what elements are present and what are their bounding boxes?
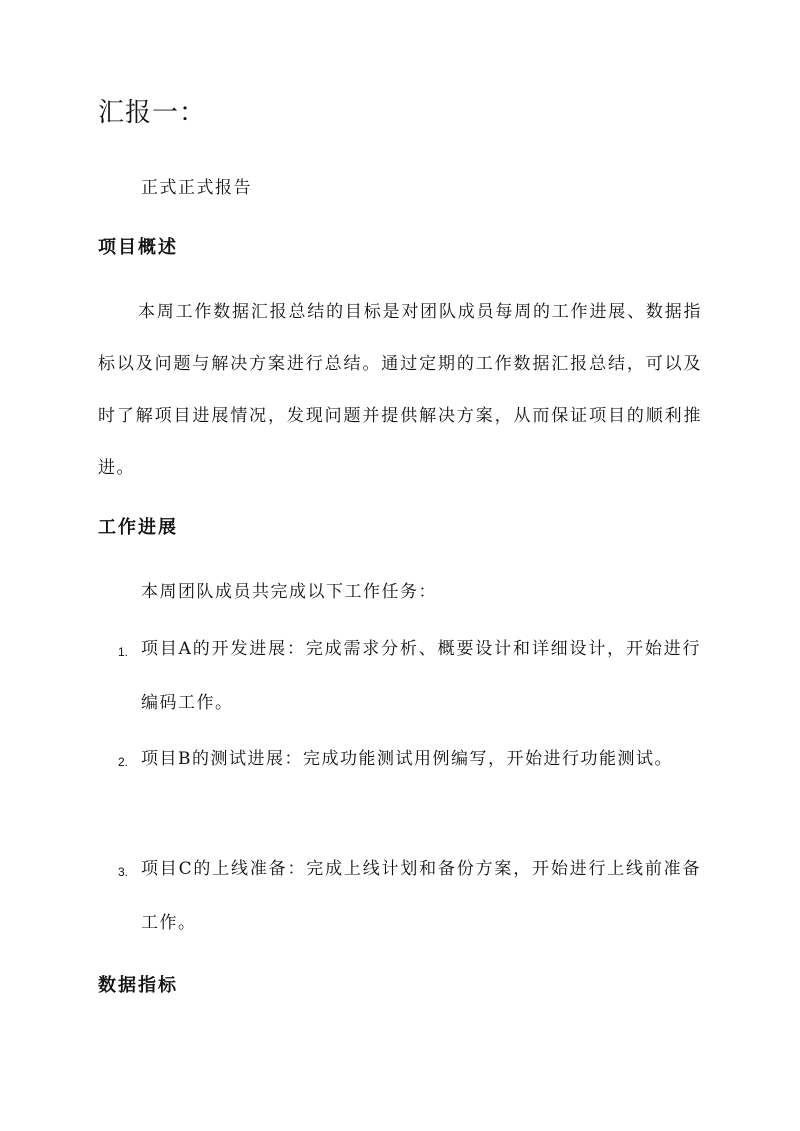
document-title: 汇报一： (98, 98, 207, 128)
overview-paragraph: 本周工作数据汇报总结的目标是对团队成员每周的工作进展、数据指标以及问题与解决方案进行总结。通过定期的工作数据汇报总结，可以及时了解项目进展情况，发现问题并提供解决方案，从而保证项目的顺利推进。 (98, 302, 702, 478)
list-item-number: 3. (118, 865, 129, 879)
document-subtitle: 正式正式报告 (141, 178, 252, 198)
list-item-text: 项目B的测试进展：完成功能测试用例编写，开始进行功能测试。 (141, 749, 673, 769)
list-item-number: 1. (118, 645, 129, 659)
list-item-text: 项目A的开发进展：完成需求分析、概要设计和详细设计，开始进行编码工作。 (141, 639, 701, 713)
section-heading-progress: 工作进展 (98, 517, 178, 538)
section-heading-overview: 项目概述 (98, 237, 178, 258)
list-item-text: 项目C的上线准备：完成上线计划和备份方案，开始进行上线前准备工作。 (141, 859, 701, 933)
section-heading-metrics: 数据指标 (98, 975, 178, 996)
progress-intro: 本周团队成员共完成以下工作任务： (141, 582, 437, 602)
list-item-number: 2. (118, 755, 129, 769)
